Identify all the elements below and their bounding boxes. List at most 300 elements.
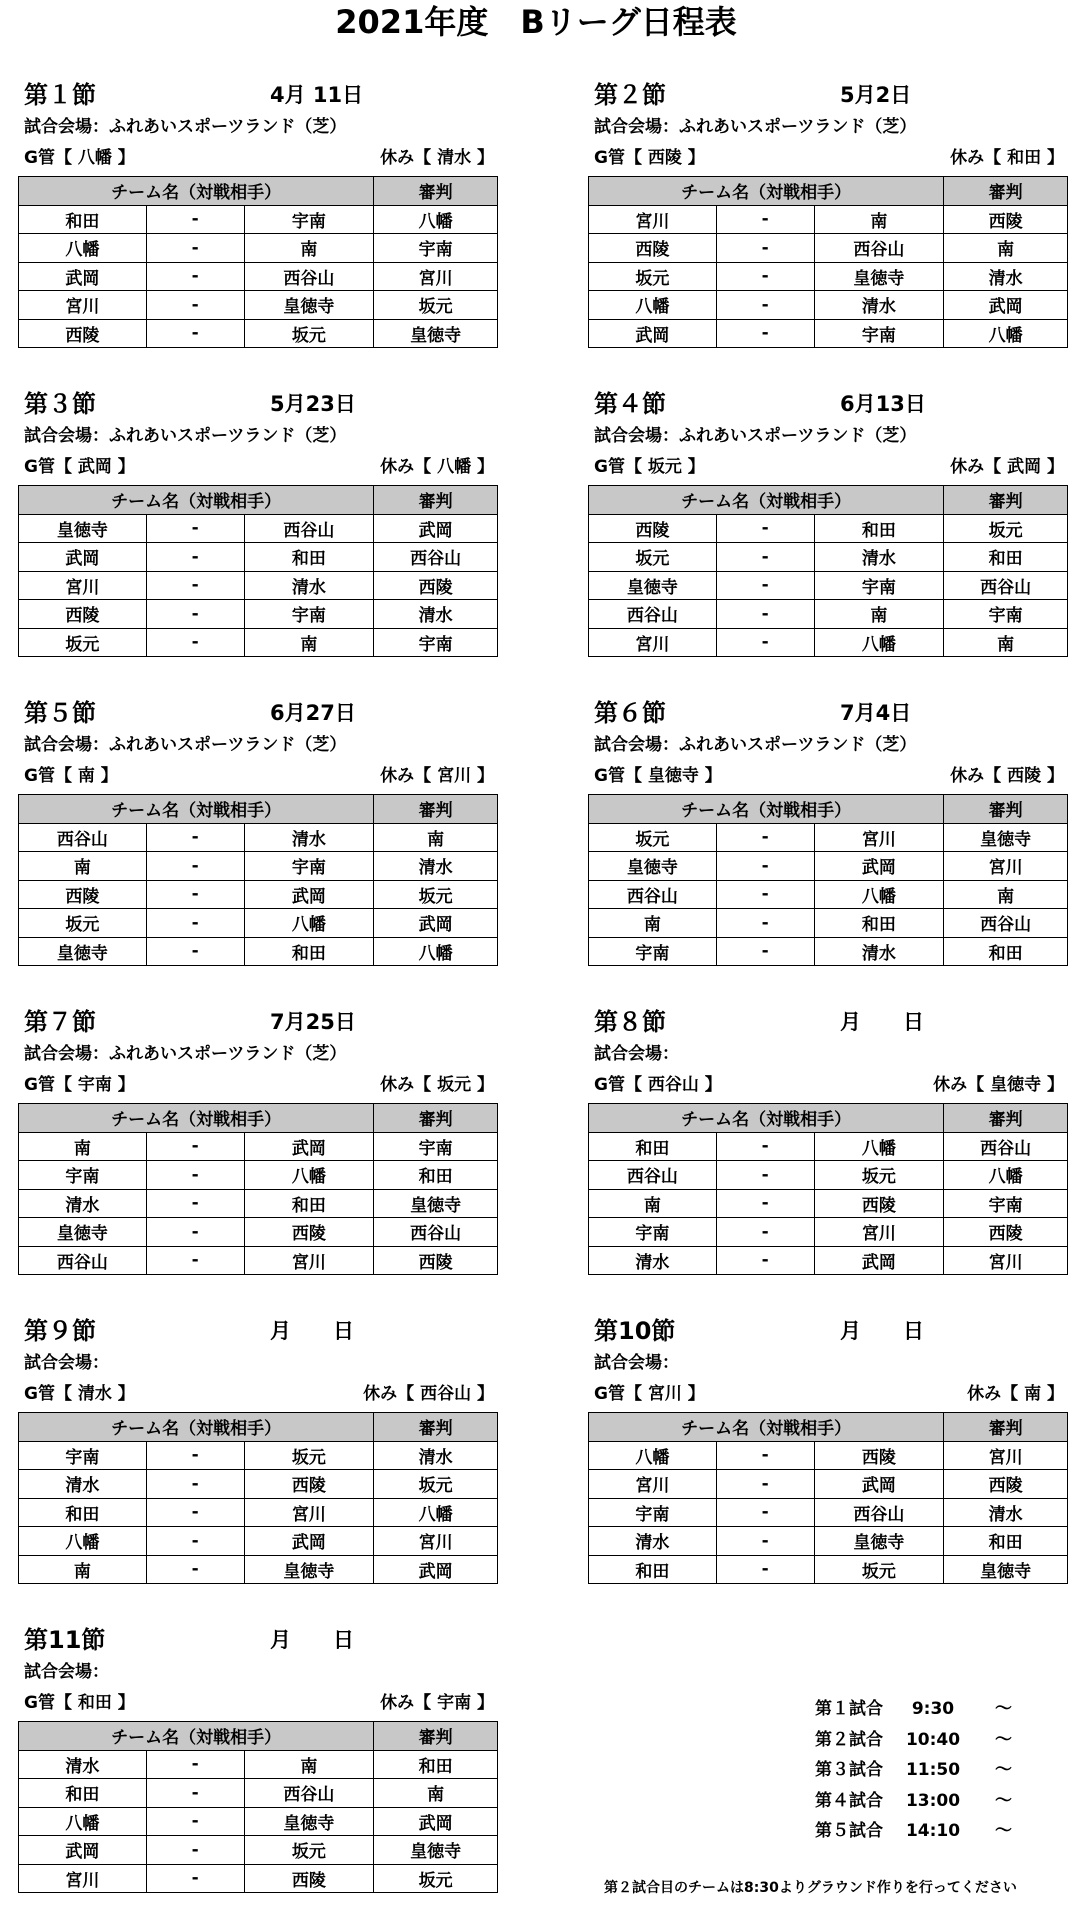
table-row [589, 205, 1068, 234]
away-team: 和田 [244, 543, 374, 572]
venue-label: 試合会場：ふれあいスポーツランド（芝） [594, 735, 917, 755]
versus-dash: - [146, 205, 244, 234]
referee-team: 西陵 [374, 571, 498, 600]
versus-dash: - [146, 1750, 244, 1779]
versus-dash: - [146, 1246, 244, 1275]
section-date: 5月2日 [840, 83, 912, 107]
home-team: 宇南 [19, 1161, 147, 1190]
away-team: 宮川 [814, 823, 944, 852]
match-time: 11:50 [905, 1760, 961, 1780]
home-team: 西陵 [19, 880, 147, 909]
header-teams: チーム名（対戦相手） [19, 486, 374, 515]
ground-manager: G管【 宮川 】 [594, 1384, 705, 1404]
schedule-table [588, 794, 1068, 966]
away-team: 南 [814, 600, 944, 629]
home-team: 坂元 [19, 628, 147, 657]
section-3 [18, 389, 504, 679]
table-row [19, 514, 498, 543]
home-team: 清水 [589, 1246, 717, 1275]
match-label: 第４試合 [815, 1790, 883, 1811]
referee-team: 西陵 [944, 1470, 1068, 1499]
versus-dash: - [146, 1132, 244, 1161]
header-teams: チーム名（対戦相手） [589, 795, 944, 824]
header-teams: チーム名（対戦相手） [589, 1104, 944, 1133]
home-team: 坂元 [19, 909, 147, 938]
header-referee: 審判 [944, 1104, 1068, 1133]
versus-dash: - [146, 1218, 244, 1247]
home-team: 宮川 [19, 1864, 147, 1893]
referee-team: 皇徳寺 [944, 823, 1068, 852]
venue-label: 試合会場： [594, 1353, 679, 1373]
versus-dash: - [716, 1246, 814, 1275]
home-team: 宇南 [589, 937, 717, 966]
versus-dash: - [716, 909, 814, 938]
away-team: 坂元 [244, 1441, 374, 1470]
section-header [24, 1316, 494, 1346]
home-team: 西谷山 [19, 1246, 147, 1275]
versus-dash: - [146, 1161, 244, 1190]
away-team: 皇徳寺 [244, 1555, 374, 1584]
table-header-row [19, 1104, 498, 1133]
schedule-table [18, 1412, 498, 1584]
home-team: 南 [589, 909, 717, 938]
table-row [19, 1246, 498, 1275]
header-referee: 審判 [374, 1413, 498, 1442]
away-team: 清水 [814, 291, 944, 320]
table-row [19, 1779, 498, 1808]
versus-dash: - [146, 628, 244, 657]
home-team: 和田 [19, 1779, 147, 1808]
venue-label: 試合会場：ふれあいスポーツランド（芝） [594, 117, 917, 137]
ground-manager: G管【 八幡 】 [24, 148, 135, 168]
versus-dash: - [716, 1441, 814, 1470]
schedule-table [588, 176, 1068, 348]
away-team: 八幡 [814, 880, 944, 909]
home-team: 皇徳寺 [589, 852, 717, 881]
away-team: 宇南 [244, 205, 374, 234]
referee-team: 皇徳寺 [374, 1189, 498, 1218]
away-team: 和田 [244, 1189, 374, 1218]
header-referee: 審判 [374, 486, 498, 515]
section-date: 月 日 [840, 1010, 924, 1034]
section-date: 月 日 [270, 1628, 354, 1652]
away-team: 武岡 [814, 1470, 944, 1499]
referee-team: 武岡 [374, 514, 498, 543]
table-row [589, 1498, 1068, 1527]
home-team: 清水 [19, 1189, 147, 1218]
table-row [19, 1498, 498, 1527]
home-team: 西陵 [19, 600, 147, 629]
referee-team: 宇南 [374, 234, 498, 263]
section-7 [18, 1007, 504, 1297]
home-team: 宇南 [19, 1441, 147, 1470]
table-row [19, 234, 498, 263]
away-team: 宇南 [244, 852, 374, 881]
section-number: 第７節 [24, 1008, 96, 1036]
section-11 [18, 1625, 504, 1915]
away-team: 西陵 [244, 1470, 374, 1499]
table-row [589, 319, 1068, 348]
home-team: 皇徳寺 [19, 937, 147, 966]
away-team: 和田 [814, 514, 944, 543]
away-team: 宮川 [244, 1246, 374, 1275]
home-team: 武岡 [19, 1836, 147, 1865]
referee-team: 和田 [374, 1161, 498, 1190]
ground-manager: G管【 皇徳寺 】 [594, 766, 722, 786]
versus-dash: - [146, 937, 244, 966]
versus-dash: - [146, 852, 244, 881]
away-team: 清水 [244, 823, 374, 852]
versus-dash: - [146, 1555, 244, 1584]
versus-dash: - [146, 1470, 244, 1499]
home-team: 八幡 [19, 234, 147, 263]
home-team: 宮川 [19, 571, 147, 600]
venue-label: 試合会場：ふれあいスポーツランド（芝） [24, 1044, 347, 1064]
table-row [19, 1189, 498, 1218]
referee-team: 西陵 [944, 1218, 1068, 1247]
versus-dash: - [716, 1498, 814, 1527]
away-team: 武岡 [244, 1132, 374, 1161]
referee-team: 和田 [374, 1750, 498, 1779]
section-date: 5月23日 [270, 392, 356, 416]
table-row [589, 1246, 1068, 1275]
ground-manager: G管【 坂元 】 [594, 457, 705, 477]
home-team: 宇南 [589, 1218, 717, 1247]
table-row [589, 937, 1068, 966]
tilde-mark: ～ [995, 1821, 1012, 1841]
referee-team: 和田 [944, 543, 1068, 572]
rest-team: 休み【 南 】 [967, 1384, 1064, 1404]
away-team: 宮川 [814, 1218, 944, 1247]
away-team: 西谷山 [814, 1498, 944, 1527]
section-8 [588, 1007, 1072, 1297]
away-team: 坂元 [814, 1161, 944, 1190]
tilde-mark: ～ [995, 1729, 1012, 1750]
versus-dash: - [146, 1441, 244, 1470]
table-row [19, 1527, 498, 1556]
referee-team: 八幡 [374, 937, 498, 966]
versus-dash: - [146, 823, 244, 852]
section-header [24, 80, 494, 110]
away-team: 皇徳寺 [814, 1527, 944, 1556]
header-teams: チーム名（対戦相手） [19, 1722, 374, 1751]
ground-manager: G管【 南 】 [24, 766, 118, 786]
section-date: 7月25日 [270, 1010, 356, 1034]
versus-dash: - [146, 1864, 244, 1893]
section-header [24, 389, 494, 419]
match-times [815, 1694, 1025, 1847]
away-team: 武岡 [244, 880, 374, 909]
table-header-row [19, 486, 498, 515]
table-header-row [19, 795, 498, 824]
table-row [589, 852, 1068, 881]
table-row [589, 543, 1068, 572]
referee-team: 皇徳寺 [374, 1836, 498, 1865]
versus-dash: - [716, 600, 814, 629]
versus-dash: - [716, 880, 814, 909]
table-row [589, 234, 1068, 263]
versus-dash: - [146, 1836, 244, 1865]
home-team: 武岡 [19, 262, 147, 291]
table-row [589, 1189, 1068, 1218]
away-team: 西陵 [814, 1189, 944, 1218]
section-number: 第５節 [24, 699, 96, 727]
home-team: 南 [19, 852, 147, 881]
section-header [594, 698, 1064, 728]
home-team: 西谷山 [589, 1161, 717, 1190]
referee-team: 武岡 [374, 1807, 498, 1836]
versus-dash: - [716, 205, 814, 234]
match-time: 9:30 [911, 1699, 955, 1719]
versus-dash: - [716, 1161, 814, 1190]
away-team: 西谷山 [244, 514, 374, 543]
section-number: 第１節 [24, 81, 96, 109]
referee-team: 南 [944, 880, 1068, 909]
home-team: 坂元 [589, 543, 717, 572]
referee-team: 南 [944, 628, 1068, 657]
away-team: 西谷山 [244, 262, 374, 291]
header-teams: チーム名（対戦相手） [589, 177, 944, 206]
away-team: 南 [814, 205, 944, 234]
match-label: 第３試合 [815, 1760, 883, 1780]
referee-team: 皇徳寺 [944, 1555, 1068, 1584]
versus-dash: - [716, 1555, 814, 1584]
referee-team: 八幡 [944, 1161, 1068, 1190]
away-team: 武岡 [244, 1527, 374, 1556]
home-team: 武岡 [589, 319, 717, 348]
referee-team: 西谷山 [944, 571, 1068, 600]
section-number: 第２節 [594, 81, 666, 109]
table-header-row [19, 177, 498, 206]
schedule-table [18, 1103, 498, 1275]
tilde-mark: ～ [995, 1790, 1012, 1811]
table-header-row [19, 1722, 498, 1751]
home-team: 西谷山 [589, 880, 717, 909]
ground-manager: G管【 西谷山 】 [594, 1075, 722, 1095]
header-teams: チーム名（対戦相手） [19, 1413, 374, 1442]
header-referee: 審判 [374, 1722, 498, 1751]
versus-dash: - [146, 514, 244, 543]
referee-team: 西谷山 [944, 1132, 1068, 1161]
away-team: 宇南 [814, 571, 944, 600]
home-team: 南 [589, 1189, 717, 1218]
schedule-table [18, 794, 498, 966]
header-referee: 審判 [944, 177, 1068, 206]
section-10 [588, 1316, 1072, 1606]
versus-dash: - [146, 319, 244, 348]
section-5 [18, 698, 504, 988]
referee-team: 宮川 [374, 262, 498, 291]
away-team: 武岡 [814, 852, 944, 881]
table-header-row [589, 1104, 1068, 1133]
table-row [19, 909, 498, 938]
versus-dash: - [716, 937, 814, 966]
home-team: 宮川 [19, 291, 147, 320]
referee-team: 清水 [944, 1498, 1068, 1527]
home-team: 八幡 [19, 1807, 147, 1836]
time-row [815, 1755, 1025, 1786]
rest-team: 休み【 皇徳寺 】 [933, 1075, 1064, 1095]
venue-label: 試合会場：ふれあいスポーツランド（芝） [594, 426, 917, 446]
table-row [19, 823, 498, 852]
versus-dash: - [146, 600, 244, 629]
table-row [19, 880, 498, 909]
table-header-row [589, 795, 1068, 824]
away-team: 清水 [814, 543, 944, 572]
referee-team: 南 [944, 234, 1068, 263]
referee-team: 清水 [374, 852, 498, 881]
match-label: 第２試合 [815, 1729, 883, 1750]
versus-dash: - [716, 234, 814, 263]
header-referee: 審判 [944, 1413, 1068, 1442]
table-row [19, 543, 498, 572]
table-row [19, 1218, 498, 1247]
table-row [19, 1807, 498, 1836]
home-team: 和田 [589, 1132, 717, 1161]
referee-team: 八幡 [944, 319, 1068, 348]
away-team: 八幡 [814, 1132, 944, 1161]
referee-team: 南 [374, 823, 498, 852]
home-team: 和田 [589, 1555, 717, 1584]
referee-team: 宇南 [944, 1189, 1068, 1218]
table-row [589, 600, 1068, 629]
versus-dash: - [146, 1498, 244, 1527]
referee-team: 坂元 [374, 291, 498, 320]
referee-team: 清水 [944, 262, 1068, 291]
away-team: 八幡 [814, 628, 944, 657]
table-row [589, 1218, 1068, 1247]
match-time: 13:00 [905, 1790, 961, 1811]
table-row [589, 909, 1068, 938]
section-number: 第８節 [594, 1008, 666, 1036]
versus-dash: - [716, 1527, 814, 1556]
table-row [589, 1132, 1068, 1161]
referee-team: 坂元 [374, 1470, 498, 1499]
referee-team: 坂元 [944, 514, 1068, 543]
home-team: 宇南 [589, 1498, 717, 1527]
rest-team: 休み【 和田 】 [950, 148, 1064, 168]
table-row [19, 1132, 498, 1161]
table-row [589, 628, 1068, 657]
rest-team: 休み【 宮川 】 [380, 766, 494, 786]
versus-dash: - [716, 823, 814, 852]
away-team: 和田 [814, 909, 944, 938]
section-number: 第３節 [24, 390, 96, 418]
schedule-table [588, 1103, 1068, 1275]
section-date: 月 日 [840, 1319, 924, 1343]
referee-team: 皇徳寺 [374, 319, 498, 348]
tilde-mark: ～ [995, 1699, 1012, 1719]
match-time: 14:10 [905, 1821, 961, 1841]
header-teams: チーム名（対戦相手） [19, 1104, 374, 1133]
table-row [589, 1161, 1068, 1190]
home-team: 皇徳寺 [589, 571, 717, 600]
venue-label: 試合会場： [24, 1353, 109, 1373]
schedule-table [18, 1721, 498, 1893]
table-header-row [589, 177, 1068, 206]
page-title: 2021年度 Bリーグ日程表 [335, 3, 737, 41]
header-teams: チーム名（対戦相手） [589, 1413, 944, 1442]
venue-label: 試合会場：ふれあいスポーツランド（芝） [24, 426, 347, 446]
referee-team: 宇南 [374, 1132, 498, 1161]
table-header-row [589, 1413, 1068, 1442]
time-row [815, 1725, 1025, 1756]
section-header [24, 1007, 494, 1037]
away-team: 西陵 [814, 1441, 944, 1470]
table-row [19, 291, 498, 320]
table-row [19, 1836, 498, 1865]
section-2 [588, 80, 1072, 370]
away-team: 宇南 [244, 600, 374, 629]
table-row [589, 514, 1068, 543]
section-9 [18, 1316, 504, 1606]
table-row [19, 1555, 498, 1584]
versus-dash: - [146, 543, 244, 572]
header-referee: 審判 [944, 795, 1068, 824]
versus-dash: - [146, 880, 244, 909]
versus-dash: - [716, 291, 814, 320]
home-team: 西陵 [589, 234, 717, 263]
section-header [594, 1316, 1064, 1346]
rest-team: 休み【 八幡 】 [380, 457, 494, 477]
table-row [19, 319, 498, 348]
home-team: 和田 [19, 1498, 147, 1527]
versus-dash: - [716, 852, 814, 881]
away-team: 西谷山 [244, 1779, 374, 1808]
rest-team: 休み【 西陵 】 [950, 766, 1064, 786]
versus-dash: - [716, 628, 814, 657]
table-row [19, 571, 498, 600]
home-team: 武岡 [19, 543, 147, 572]
header-referee: 審判 [944, 486, 1068, 515]
venue-label: 試合会場： [594, 1044, 679, 1064]
versus-dash: - [716, 1189, 814, 1218]
versus-dash: - [146, 262, 244, 291]
away-team: 南 [244, 628, 374, 657]
table-row [19, 1161, 498, 1190]
versus-dash: - [716, 571, 814, 600]
home-team: 坂元 [589, 823, 717, 852]
versus-dash: - [716, 1132, 814, 1161]
table-row [19, 205, 498, 234]
home-team: 宮川 [589, 205, 717, 234]
section-header [594, 80, 1064, 110]
versus-dash: - [146, 1779, 244, 1808]
section-number: 第10節 [594, 1317, 676, 1345]
header-referee: 審判 [374, 795, 498, 824]
home-team: 皇徳寺 [19, 1218, 147, 1247]
home-team: 西谷山 [19, 823, 147, 852]
home-team: 清水 [19, 1470, 147, 1499]
ground-prep-note: 第２試合目のチームは8:30よりグラウンド作りを行ってください [604, 1880, 1017, 1896]
table-row [19, 937, 498, 966]
section-header [594, 1007, 1064, 1037]
versus-dash: - [716, 514, 814, 543]
away-team: 宮川 [244, 1498, 374, 1527]
venue-label: 試合会場：ふれあいスポーツランド（芝） [24, 735, 347, 755]
referee-team: 和田 [944, 937, 1068, 966]
referee-team: 宮川 [944, 852, 1068, 881]
away-team: 西谷山 [814, 234, 944, 263]
time-row [815, 1816, 1025, 1847]
ground-manager: G管【 和田 】 [24, 1693, 135, 1713]
away-team: 皇徳寺 [244, 1807, 374, 1836]
rest-team: 休み【 清水 】 [380, 148, 494, 168]
table-row [19, 1441, 498, 1470]
away-team: 八幡 [244, 909, 374, 938]
venue-label: 試合会場： [24, 1662, 109, 1682]
away-team: 皇徳寺 [244, 291, 374, 320]
